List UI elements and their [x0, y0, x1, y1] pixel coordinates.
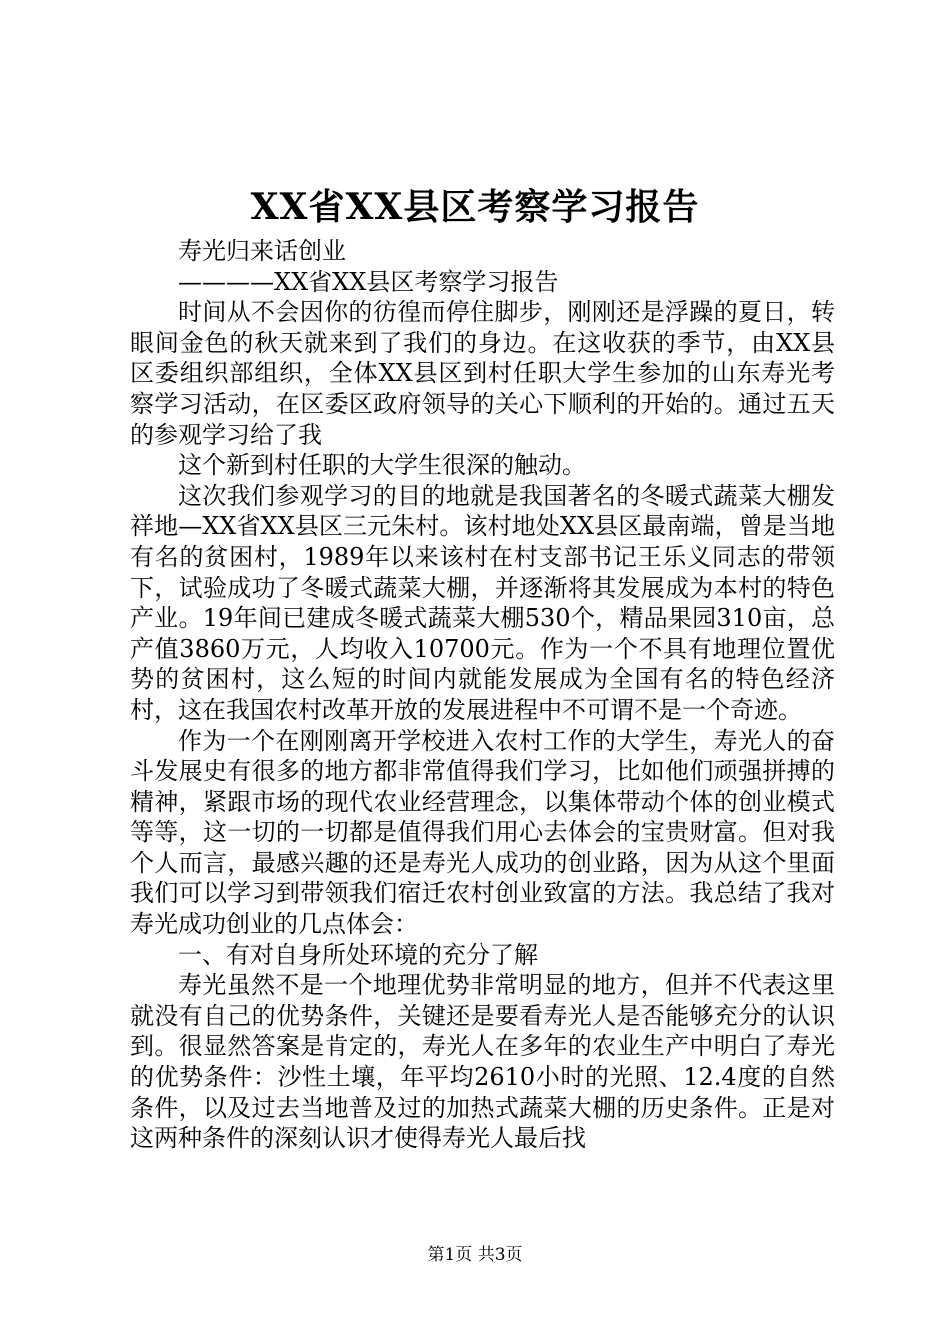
section-heading: 一、有对自身所处环境的充分了解: [178, 940, 538, 969]
subtitle: 寿光归来话创业: [178, 237, 346, 265]
document-body: [130, 236, 835, 1154]
document-title: XX省XX县区考察学习报告: [250, 186, 700, 228]
subtitle-report-name: ————XX省XX县区考察学习报告: [178, 267, 559, 296]
paragraph: 这次我们参观学习的目的地就是我国著名的冬暖式蔬菜大棚发祥地—XX省XX县区三元朱村。该村地处XX县区最南端，曾是当地有名的贫困村，1989年以来该村在村支部书记王乐义同志的带领下，试验成功了冬暖式蔬菜大棚，并逐渐将其发展成为本村的特色产业。19年间已建成冬暖式蔬菜大棚530个，精品果园310亩，总产值3860万元，人均收入10700元。作为一个不具有地理位置优势的贫困村，这么短的时间内就能发展成为全国有名的特色经济村，这在我国农村改革开放的发展进程中不可谓不是一个奇迹。: [130, 481, 835, 724]
paragraph: 作为一个在刚刚离开学校进入农村工作的大学生，寿光人的奋斗发展史有很多的地方都非常值得我们学习，比如他们顽强拼搏的精神，紧跟市场的现代农业经营理念，以集体带动个体的创业模式等等，这一切的一切都是值得我们用心去体会的宝贵财富。但对我个人而言，最感兴趣的还是寿光人成功的创业路，因为从这个里面我们可以学习到带领我们宿迁农村创业致富的方法。我总结了我对寿光成功创业的几点体会：: [130, 726, 835, 939]
paragraph: 时间从不会因你的彷徨而停住脚步，刚刚还是浮躁的夏日，转眼间金色的秋天就来到了我们的身边。在这收获的季节，由XX县区委组织部组织，全体XX县区到村任职大学生参加的山东寿光考察学习活动，在区委区政府领导的关心下顺利的开始的。通过五天的参观学习给了我: [130, 298, 835, 449]
page-number-footer: 第1页 共3页: [427, 1245, 523, 1265]
paragraph: 寿光虽然不是一个地理优势非常明显的地方，但并不代表这里就没有自己的优势条件，关键还是要看寿光人是否能够充分的认识到。很显然答案是肯定的，寿光人在多年的农业生产中明白了寿光的优势条件：沙性土壤，年平均2610小时的光照、12.4度的自然条件，以及过去当地普及过的加热式蔬菜大棚的历史条件。正是对这两种条件的深刻认识才使得寿光人最后找: [130, 971, 835, 1153]
paragraph: 这个新到村任职的大学生很深的触动。: [178, 451, 586, 480]
